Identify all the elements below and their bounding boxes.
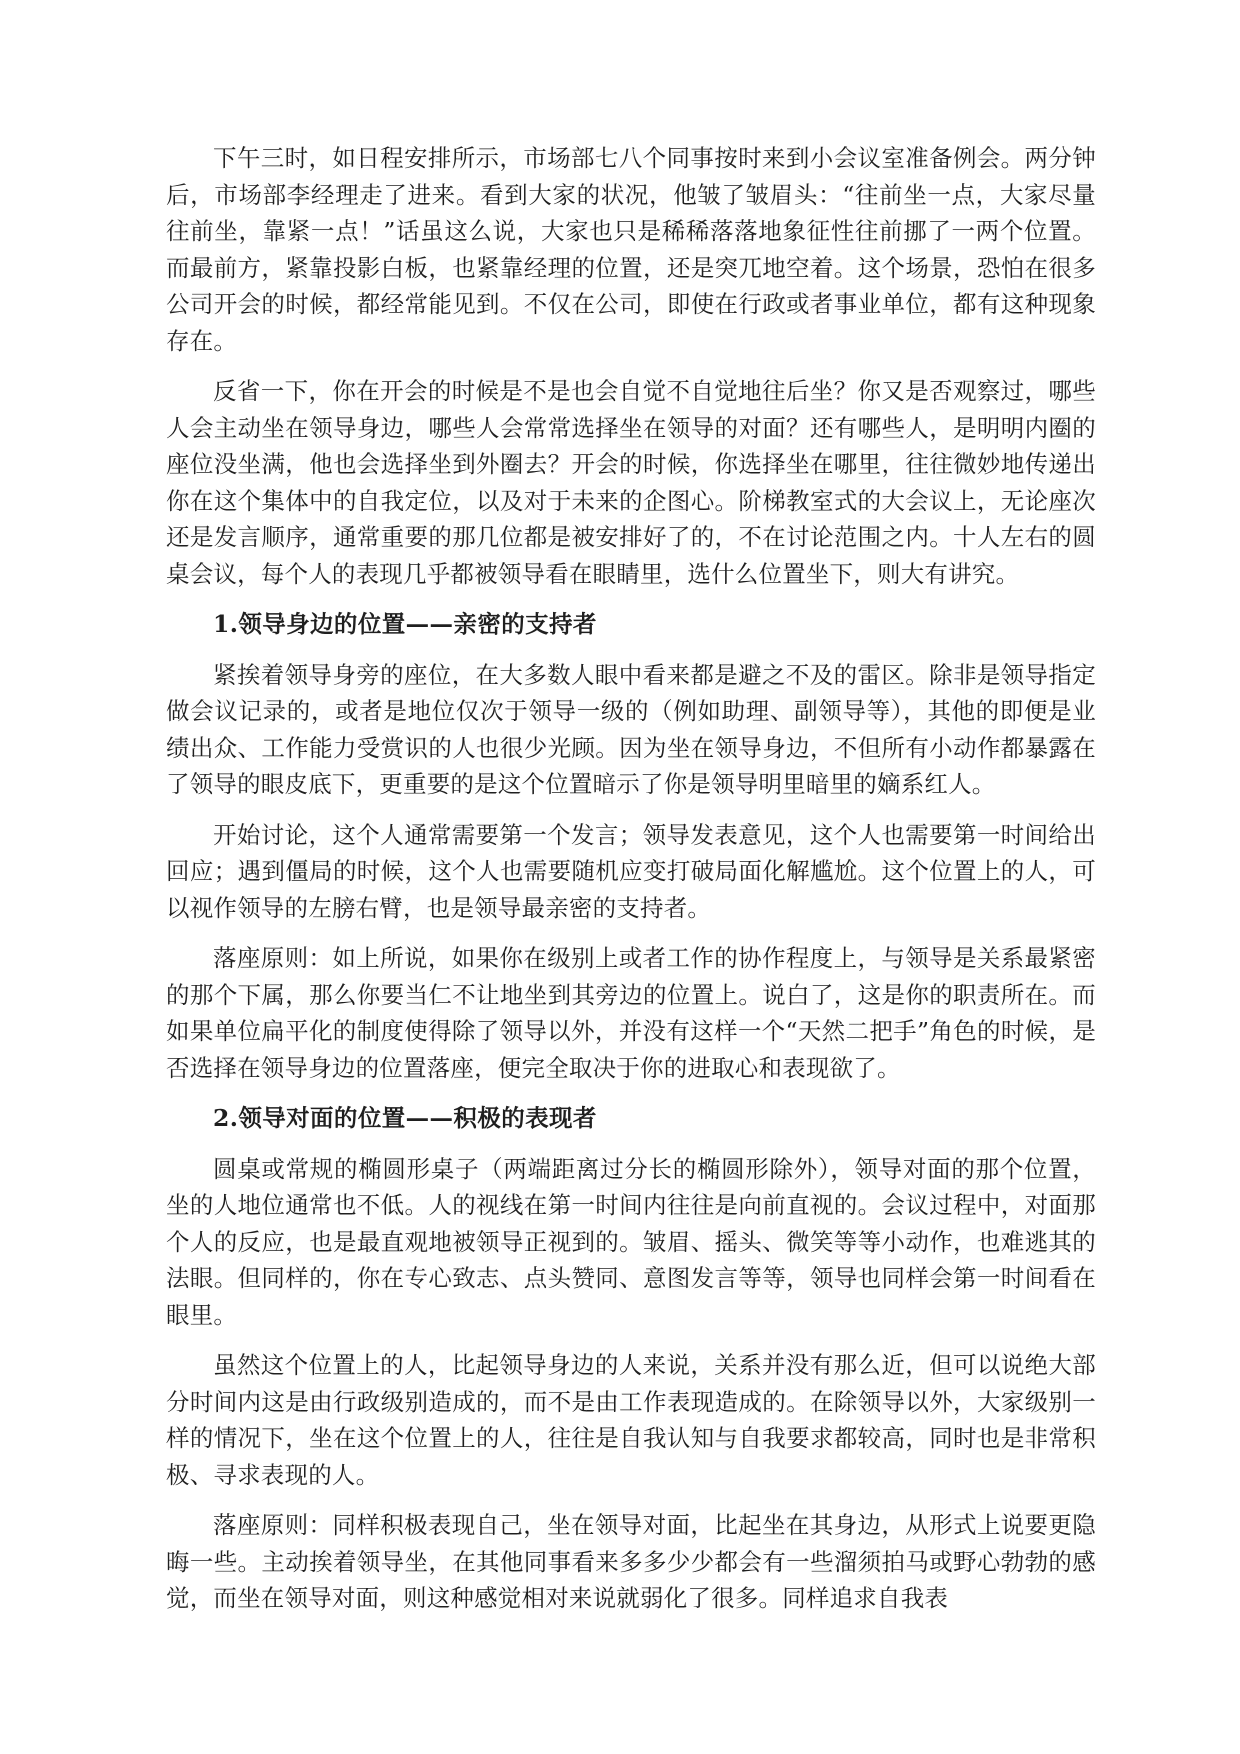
section1-paragraph-1: 紧挨着领导身旁的座位，在大多数人眼中看来都是避之不及的雷区。除非是领导指定做会议记录的，或者是地位仅次于领导一级的（例如助理、副领导等），其他的即便是业绩出众、工作能力受赏识的人也很少光顾。因为坐在领导身边，不但所有小动作都暴露在了领导的眼皮底下，更重要的是这个位置暗示了你是领导明里暗里的嫡系红人。 [166,660,1096,798]
paragraph-intro-1: 下午三时，如日程安排所示，市场部七八个同事按时来到小会议室准备例会。两分钟后，市场部李经理走了进来。看到大家的状况，他皱了皱眉头：“往前坐一点，大家尽量往前坐，靠紧一点！”话虽这么说，大家也只是稀稀落落地象征性往前挪了一两个位置。而最前方，紧靠投影白板，也紧靠经理的位置，还是突兀地空着。这个场景，恐怕在很多公司开会的时候，都经常能见到。不仅在公司，即使在行政或者事业单位，都有这种现象存在。 [166,144,1096,355]
section2-paragraph-1: 圆桌或常规的椭圆形桌子（两端距离过分长的椭圆形除外），领导对面的那个位置，坐的人地位通常也不低。人的视线在第一时间内往往是向前直视的。会议过程中，对面那个人的反应，也是最直观地被领导正视到的。皱眉、摇头、微笑等等小动作，也难逃其的法眼。但同样的，你在专心致志、点头赞同、意图发言等等，领导也同样会第一时间看在眼里。 [166,1154,1096,1329]
document-page [166,140,1096,1631]
section2-paragraph-3: 落座原则：同样积极表现自己，坐在领导对面，比起坐在其身边，从形式上说要更隐晦一些。主动挨着领导坐，在其他同事看来多多少少都会有一些溜须拍马或野心勃勃的感觉，而坐在领导对面，则这种感觉相对来说就弱化了很多。同样追求自我表 [166,1511,1096,1612]
section1-paragraph-3: 落座原则：如上所说，如果你在级别上或者工作的协作程度上，与领导是关系最紧密的那个下属，那么你要当仁不让地坐到其旁边的位置上。说白了，这是你的职责所在。而如果单位扁平化的制度使得除了领导以外，并没有这样一个“天然二把手”角色的时候，是否选择在领导身边的位置落座，便完全取决于你的进取心和表现欲了。 [166,944,1096,1082]
section-heading-1: 1.领导身边的位置——亲密的支持者 [213,610,597,638]
paragraph-intro-2: 反省一下，你在开会的时候是不是也会自觉不自觉地往后坐？你又是否观察过，哪些人会主动坐在领导身边，哪些人会常常选择坐在领导的对面？还有哪些人，是明明内圈的座位没坐满，他也会选择坐到外圈去？开会的时候，你选择坐在哪里，往往微妙地传递出你在这个集体中的自我定位，以及对于未来的企图心。阶梯教室式的大会议上，无论座次还是发言顺序，通常重要的那几位都是被安排好了的，不在讨论范围之内。十人左右的圆桌会议，每个人的表现几乎都被领导看在眼睛里，选什么位置坐下，则大有讲究。 [166,377,1096,588]
section-heading-2: 2.领导对面的位置——积极的表现者 [213,1104,597,1132]
section1-paragraph-2: 开始讨论，这个人通常需要第一个发言；领导发表意见，这个人也需要第一时间给出回应；遇到僵局的时候，这个人也需要随机应变打破局面化解尴尬。这个位置上的人，可以视作领导的左膀右臂，也是领导最亲密的支持者。 [166,820,1096,922]
section2-paragraph-2: 虽然这个位置上的人，比起领导身边的人来说，关系并没有那么近，但可以说绝大部分时间内这是由行政级别造成的，而不是由工作表现造成的。在除领导以外，大家级别一样的情况下，坐在这个位置上的人，往往是自我认知与自我要求都较高，同时也是非常积极、寻求表现的人。 [166,1351,1096,1489]
